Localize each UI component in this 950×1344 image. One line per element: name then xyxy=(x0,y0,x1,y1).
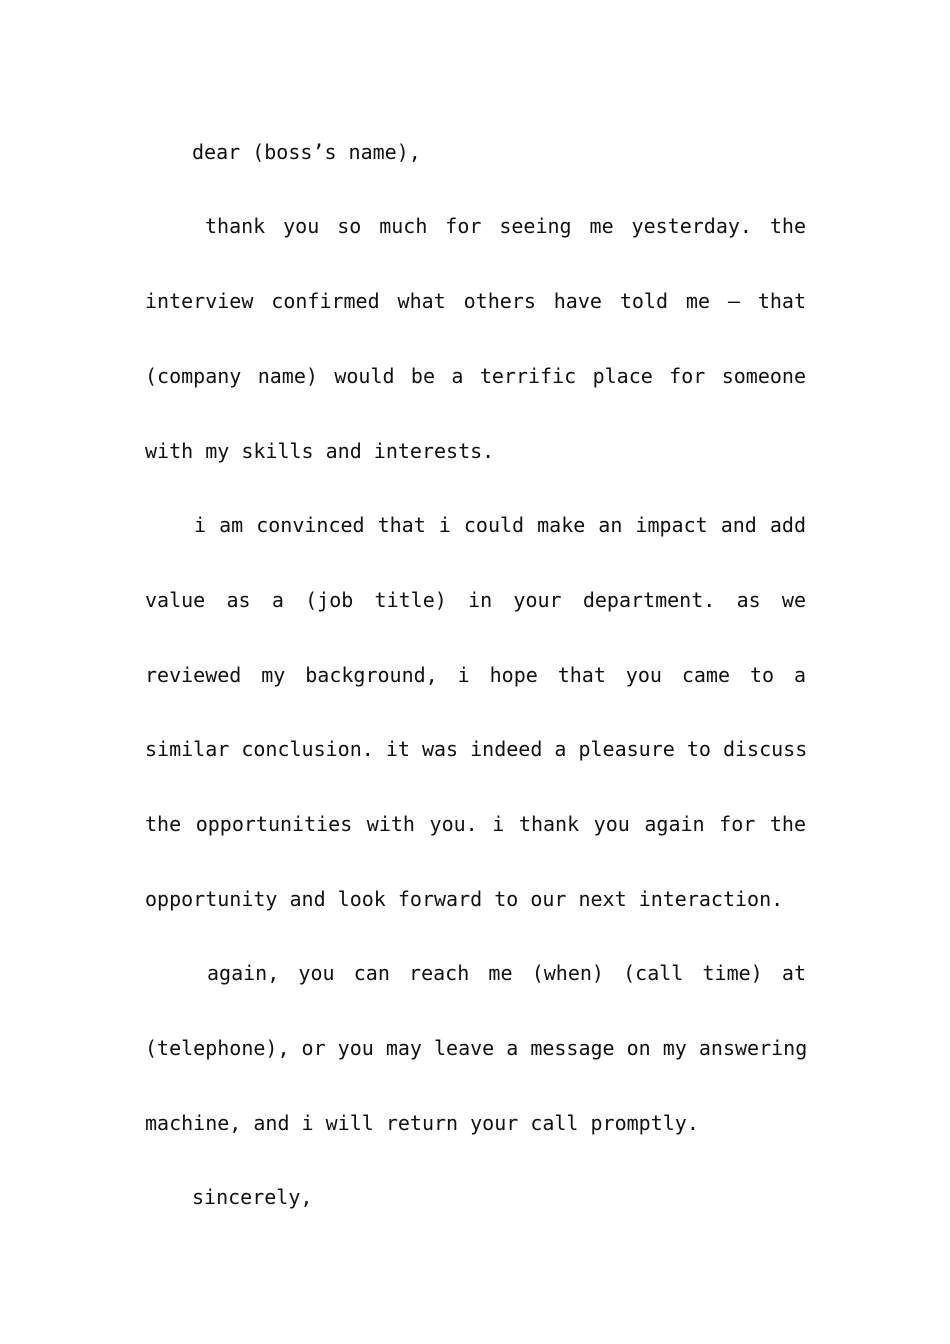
salutation: dear (boss’s name), xyxy=(192,140,421,164)
paragraph-1-line-2: interview confirmed what others have told me – that xyxy=(145,289,806,313)
paragraph-2-line-4: similar conclusion. it was indeed a pleasure to discuss xyxy=(145,737,808,761)
paragraph-1-line-4: with my skills and interests. xyxy=(145,439,495,463)
closing: sincerely, xyxy=(192,1185,313,1209)
paragraph-2-line-2: value as a (job title) in your department. as we xyxy=(145,588,806,612)
paragraph-2-line-6: opportunity and look forward to our next interaction. xyxy=(145,887,784,911)
paragraph-2-line-3: reviewed my background, i hope that you came to a xyxy=(145,663,806,687)
paragraph-3-line-2: (telephone), or you may leave a message on my answering xyxy=(145,1036,808,1060)
paragraph-3-line-3: machine, and i will return your call promptly. xyxy=(145,1111,699,1135)
paragraph-2-line-1: i am convinced that i could make an impact and add xyxy=(194,513,806,537)
paragraph-1-line-3: (company name) would be a terrific place for someone xyxy=(145,364,806,388)
paragraph-1-line-1: thank you so much for seeing me yesterday. the xyxy=(205,214,806,238)
paragraph-2-line-5: the opportunities with you. i thank you again for the xyxy=(145,812,806,836)
paragraph-3-line-1: again, you can reach me (when) (call time) at xyxy=(207,961,806,985)
